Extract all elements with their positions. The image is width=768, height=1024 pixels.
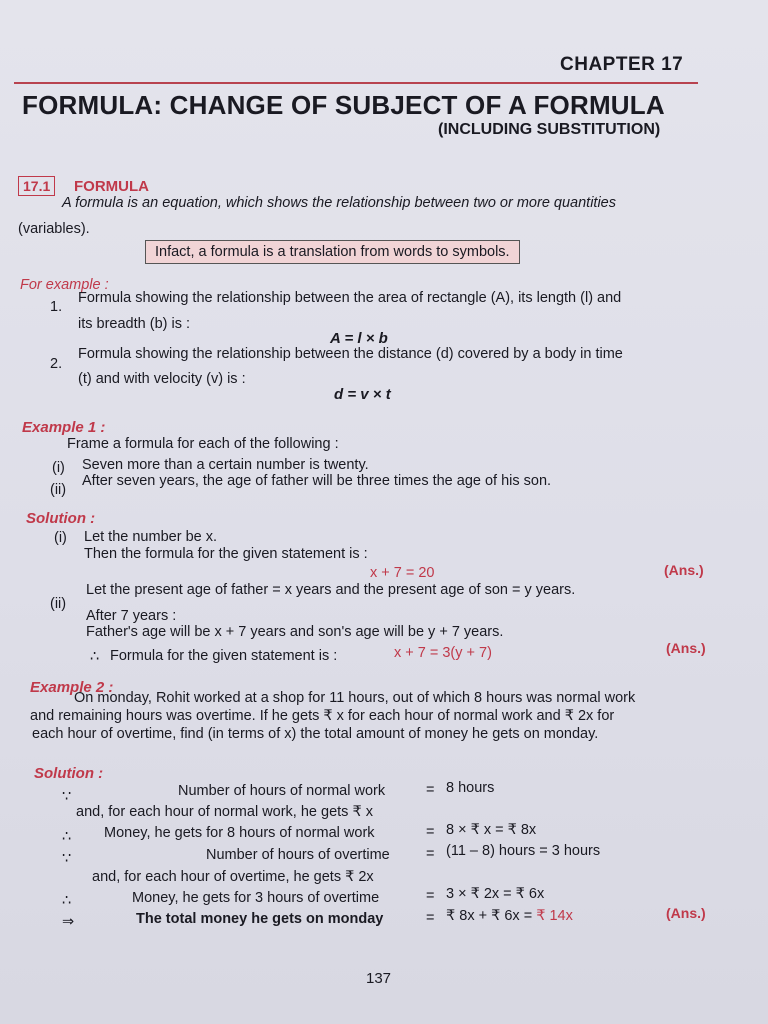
solution1-ii-line-1: Let the present age of father = x years and the present age of son = y years. (86, 582, 576, 598)
for-example-label: For example : (20, 277, 109, 293)
example1-i-text: Seven more than a certain number is twenty. (82, 457, 369, 473)
chapter-title: FORMULA: CHANGE OF SUBJECT OF A FORMULA (22, 90, 665, 120)
solution1-ii-line-2: After 7 years : (86, 608, 177, 624)
page-number: 137 (366, 970, 392, 987)
solution1-i-number: (i) (54, 530, 67, 546)
item2-line-1: Formula showing the relationship between the distance (d) covered by a body in time (78, 346, 623, 362)
example1-ii-text: After seven years, the age of father will be three times the age of his son. (82, 473, 552, 489)
equals-sign: = (426, 782, 435, 798)
solution1-ii-line-4: Formula for the given statement is : (110, 648, 338, 664)
solution2-row-right: (11 – 8) hours = 3 hours (446, 843, 601, 859)
solution1-i-equation: x + 7 = 20 (370, 565, 435, 581)
definition-line-1: A formula is an equation, which shows the relationship between two or more quantities (62, 195, 616, 211)
solution2-row-left: and, for each hour of overtime, he gets ₹ 2x (92, 869, 374, 885)
solution1-label: Solution : (26, 510, 96, 527)
item1-line-2: its breadth (b) is : (78, 316, 191, 332)
solution2-row-right: 8 × ₹ x = ₹ 8x (446, 822, 537, 838)
solution2-row-right: 3 × ₹ 2x = ₹ 6x (446, 886, 545, 902)
item2-line-2: (t) and with velocity (v) is : (78, 371, 246, 387)
example2-label: Example 2 : (30, 679, 114, 696)
solution2-row-left: Number of hours of overtime (206, 847, 390, 863)
therefore-symbol: ∴ (90, 649, 100, 665)
solution2-row-left: Money, he gets for 8 hours of normal work (104, 825, 375, 841)
item1-number: 1. (50, 299, 63, 315)
chapter-label: CHAPTER 17 (560, 54, 684, 75)
title-rule (14, 82, 698, 84)
example2-line-1: On monday, Rohit worked at a shop for 11 hours, out of which 8 hours was normal work (74, 690, 636, 706)
solution2-row-right: 8 hours (446, 780, 495, 796)
solution2-total-right (446, 908, 573, 924)
example1-label: Example 1 : (22, 419, 106, 436)
solution2-row-left: Number of hours of normal work (178, 783, 386, 799)
because-symbol: ∵ (62, 851, 72, 867)
equals-sign: = (426, 846, 435, 862)
item2-number: 2. (50, 356, 63, 372)
item1-formula: A = l × b (330, 330, 388, 347)
equals-sign: = (426, 888, 435, 904)
implies-symbol: ⇒ (62, 914, 75, 930)
solution1-i-line-1: Let the number be x. (84, 529, 217, 545)
because-symbol: ∵ (62, 789, 72, 805)
equals-sign: = (426, 910, 435, 926)
solution1-ii-number: (ii) (50, 596, 67, 612)
example1-intro: Frame a formula for each of the following : (67, 436, 339, 452)
solution1-i-line-2: Then the formula for the given statement is : (84, 546, 368, 562)
example2-line-3: each hour of overtime, find (in terms of x) the total amount of money he gets on monday. (32, 726, 599, 742)
example1-ii-number: (ii) (50, 482, 67, 498)
definition-line-2: (variables). (18, 221, 90, 237)
example1-i-number: (i) (52, 460, 65, 476)
item1-line-1: Formula showing the relationship between the area of rectangle (A), its length (l) and (78, 290, 622, 306)
total-expression: ₹ 8x + ₹ 6x = (446, 908, 537, 924)
total-result: ₹ 14x (536, 908, 573, 924)
section-title: FORMULA (74, 178, 149, 195)
item2-formula: d = v × t (334, 386, 391, 403)
solution2-row-left: and, for each hour of normal work, he gets ₹ x (76, 804, 373, 820)
therefore-symbol: ∴ (62, 829, 72, 845)
chapter-subtitle: (INCLUDING SUBSTITUTION) (438, 121, 661, 138)
solution2-answer: (Ans.) (666, 905, 706, 921)
solution1-ii-answer: (Ans.) (666, 640, 706, 656)
solution1-ii-line-3: Father's age will be x + 7 years and son's age will be y + 7 years. (86, 624, 504, 640)
equals-sign: = (426, 824, 435, 840)
highlight-box: Infact, a formula is a translation from words to symbols. (145, 240, 520, 264)
section-number: 17.1 (18, 176, 55, 196)
solution2-label: Solution : (34, 765, 104, 782)
solution1-i-answer: (Ans.) (664, 562, 704, 578)
solution1-ii-equation: x + 7 = 3(y + 7) (394, 645, 492, 661)
solution2-row-left: Money, he gets for 3 hours of overtime (132, 890, 380, 906)
therefore-symbol: ∴ (62, 893, 72, 909)
example2-line-2: and remaining hours was overtime. If he gets ₹ x for each hour of normal work and ₹ 2x for (30, 708, 615, 724)
solution2-total-left: The total money he gets on monday (136, 911, 384, 927)
